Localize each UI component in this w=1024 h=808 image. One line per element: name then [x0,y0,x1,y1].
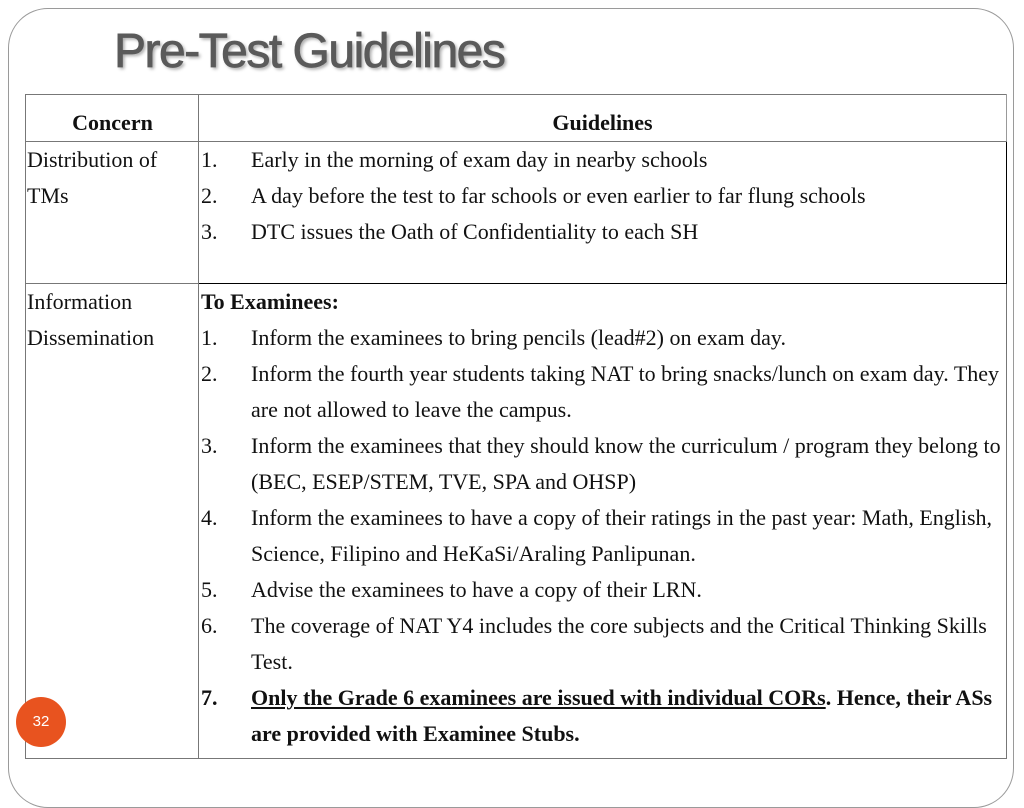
item-number: 7. [201,685,218,710]
item-number: 3. [201,433,218,458]
table-row [26,142,1007,284]
item-number: 3. [201,219,218,244]
item-text: A day before the test to far schools or even earlier to far flung schools [251,183,866,208]
concern-header: Concern [26,95,199,142]
guidelines-cell [199,142,1007,284]
item-text: Inform the examinees that they should know the curriculum / program they belong to (BEC, ESEP/STEM, TVE, SPA and OHSP) [251,433,1001,494]
guidelines-header: Guidelines [199,95,1007,142]
guideline-list [199,142,1006,250]
concern-text: Information [27,289,133,314]
item-number: 2. [201,183,218,208]
list-item [199,500,1006,572]
item-text: DTC issues the Oath of Confidentiality to each SH [251,219,699,244]
list-item [199,214,1006,250]
item-number: 1. [201,325,218,350]
slide-number-badge: 32 [16,697,66,747]
guidelines-table [25,94,1007,759]
item-text: Inform the examinees to bring pencils (lead#2) on exam day. [251,325,786,350]
section-heading: To Examinees: [201,289,339,314]
guideline-list [199,320,1006,752]
item-number: 2. [201,361,218,386]
list-item [199,428,1006,500]
table-row [26,284,1007,759]
concern-text: TMs [27,183,69,208]
item-number: 6. [201,613,218,638]
item-number: 4. [201,505,218,530]
slide-title: Pre-Test Guidelines [114,25,505,78]
concern-cell [26,284,199,759]
list-item-emphasized [199,680,1006,752]
list-item [199,178,1006,214]
item-text: Inform the examinees to have a copy of their ratings in the past year: Math, English, Science, Filipino and HeKaSi/Araling Panlipunan. [251,505,993,566]
list-item [199,356,1006,428]
concern-cell [26,142,199,284]
item-number: 5. [201,577,218,602]
list-item [199,142,1006,178]
table-header-row [26,95,1007,142]
concern-text: Dissemination [27,325,155,350]
list-item [199,608,1006,680]
item-number: 1. [201,147,218,172]
item-text: . Hence, their ASs are provided with Examinee Stubs. [251,685,993,746]
item-text: The coverage of NAT Y4 includes the core subjects and the Critical Thinking Skills Test. [251,613,987,674]
guidelines-cell [199,284,1007,759]
list-item [199,320,1006,356]
list-item [199,572,1006,608]
concern-text: Distribution of [27,147,158,172]
item-text-underlined: Only the Grade 6 examinees are issued with individual CORs [251,685,826,710]
item-text: Advise the examinees to have a copy of their LRN. [251,577,702,602]
item-text: Early in the morning of exam day in nearby schools [251,147,708,172]
item-text: Inform the fourth year students taking NAT to bring snacks/lunch on exam day. They are not allowed to leave the campus. [251,361,1000,422]
